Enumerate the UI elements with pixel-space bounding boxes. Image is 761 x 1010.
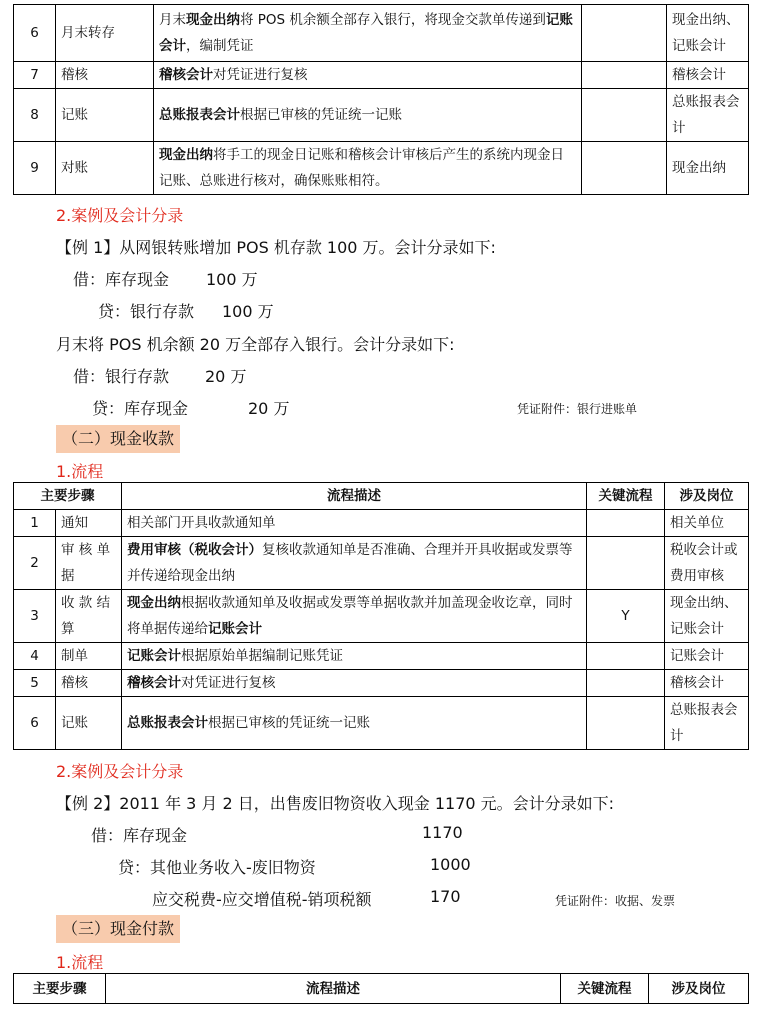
role-emphasis: 费用审核（税收会计） xyxy=(127,542,262,558)
key-process-flag xyxy=(587,643,665,670)
flow-heading-2: 1.流程 xyxy=(56,462,104,481)
e1-credit-label: 贷：银行存款 xyxy=(98,302,195,321)
ex2-credit1-label: 贷：其他业务收入-废旧物资 xyxy=(118,858,316,877)
key-process-flag xyxy=(587,697,665,750)
role-emphasis: 总账报表会计 xyxy=(159,107,240,123)
responsible-post: 总账报表会计 xyxy=(667,89,749,142)
case-heading-2: 2.案例及会计分录 xyxy=(56,762,184,781)
table-row xyxy=(14,62,749,89)
section-title-cash-receipt: （二）现金收款 xyxy=(56,425,180,453)
step-name: 记账 xyxy=(56,697,122,750)
process-description xyxy=(122,590,587,643)
step-name: 记账 xyxy=(56,89,154,142)
row-number: 1 xyxy=(14,510,56,537)
row-number: 2 xyxy=(14,537,56,590)
description-text: 根据收款通知单及收据或发票等单据收款并加盖现金收讫章，同时将单据传递给 xyxy=(127,595,573,637)
process-description xyxy=(154,5,582,62)
case-heading-1: 2.案例及会计分录 xyxy=(56,206,184,225)
col-header-desc: 流程描述 xyxy=(122,483,587,510)
description-text: 月末 xyxy=(159,12,186,28)
table-row xyxy=(14,510,749,537)
responsible-post: 税收会计或费用审核 xyxy=(665,537,749,590)
description-text: 将 POS 机余额全部存入银行，将现金交款单传递到 xyxy=(240,12,546,28)
process-description xyxy=(122,510,587,537)
role-emphasis: 稽核会计 xyxy=(127,675,181,691)
responsible-post: 现金出纳、记账会计 xyxy=(665,590,749,643)
description-text: 复核收款通知单是否准确、合理并开具收据或发票等并传递给现金出纳 xyxy=(127,542,573,584)
step-name: 对账 xyxy=(56,142,154,195)
table-row xyxy=(14,697,749,750)
ex2-debit-label: 借：库存现金 xyxy=(91,826,188,845)
role-emphasis: 现金出纳 xyxy=(159,147,213,163)
description-text: 对凭证进行复核 xyxy=(213,67,308,83)
e1-debit-amount: 100 万 xyxy=(206,270,258,289)
process-description xyxy=(154,142,582,195)
description-text: 相关部门开具收款通知单 xyxy=(127,515,276,531)
description-text: 根据已审核的凭证统一记账 xyxy=(240,107,402,123)
key-process-flag xyxy=(587,510,665,537)
row-number: 4 xyxy=(14,643,56,670)
step-name: 收 款 结 算 xyxy=(56,590,122,643)
col-header-post: 涉及岗位 xyxy=(649,974,749,1004)
key-process-flag xyxy=(582,89,667,142)
e2-debit-amount: 20 万 xyxy=(205,367,247,386)
row-number: 7 xyxy=(14,62,56,89)
description-text: ，编制凭证 xyxy=(186,38,254,54)
col-header-post: 涉及岗位 xyxy=(665,483,749,510)
table-row xyxy=(14,5,749,62)
step-name: 审 核 单 据 xyxy=(56,537,122,590)
table-row xyxy=(14,142,749,195)
description-text: 根据已审核的凭证统一记账 xyxy=(208,715,370,731)
table-row xyxy=(14,89,749,142)
section-title-cash-payment: （三）现金付款 xyxy=(56,915,180,943)
role-emphasis: 现金出纳 xyxy=(186,12,240,28)
col-header-key: 关键流程 xyxy=(587,483,665,510)
process-description xyxy=(154,62,582,89)
step-name: 稽核 xyxy=(56,670,122,697)
table-row xyxy=(14,537,749,590)
e2-credit-amount: 20 万 xyxy=(248,399,290,418)
description-text: 根据原始单据编制记账凭证 xyxy=(181,648,343,664)
e2-debit-label: 借：银行存款 xyxy=(73,367,170,386)
ex2-debit-amount: 1170 xyxy=(422,823,463,842)
row-number: 8 xyxy=(14,89,56,142)
process-description xyxy=(122,697,587,750)
role-emphasis: 现金出纳 xyxy=(127,595,181,611)
key-process-flag xyxy=(582,62,667,89)
col-header-desc: 流程描述 xyxy=(106,974,561,1004)
description-text: 对凭证进行复核 xyxy=(181,675,276,691)
key-process-flag xyxy=(587,537,665,590)
key-process-flag: Y xyxy=(587,590,665,643)
ex2-credit2-label: 应交税费-应交增值税-销项税额 xyxy=(152,890,372,909)
attachment-note-2: 凭证附件：收据、发票 xyxy=(555,894,676,908)
process-description xyxy=(122,670,587,697)
table-cash-deposit-continued xyxy=(13,4,749,195)
e1-credit-amount: 100 万 xyxy=(222,302,274,321)
e2-credit-label: 贷：库存现金 xyxy=(92,399,189,418)
responsible-post: 稽核会计 xyxy=(665,670,749,697)
role-emphasis: 记账会计 xyxy=(159,12,573,54)
process-description xyxy=(122,643,587,670)
responsible-post: 现金出纳、记账会计 xyxy=(667,5,749,62)
responsible-post: 总账报表会计 xyxy=(665,697,749,750)
step-name: 月末转存 xyxy=(56,5,154,62)
month-end-text: 月末将 POS 机余额 20 万全部存入银行。会计分录如下: xyxy=(56,335,455,354)
table-cash-payment xyxy=(13,973,749,1004)
ex2-credit1-amount: 1000 xyxy=(430,855,471,874)
responsible-post: 现金出纳 xyxy=(667,142,749,195)
table-cash-receipt xyxy=(13,482,749,750)
role-emphasis: 记账会计 xyxy=(127,648,181,664)
row-number: 6 xyxy=(14,697,56,750)
table-row xyxy=(14,670,749,697)
key-process-flag xyxy=(582,142,667,195)
process-description xyxy=(154,89,582,142)
step-name: 制单 xyxy=(56,643,122,670)
row-number: 6 xyxy=(14,5,56,62)
key-process-flag xyxy=(582,5,667,62)
ex2-credit2-amount: 170 xyxy=(430,887,461,906)
key-process-flag xyxy=(587,670,665,697)
flow-heading-3: 1.流程 xyxy=(56,953,104,972)
step-name: 通知 xyxy=(56,510,122,537)
row-number: 5 xyxy=(14,670,56,697)
role-emphasis: 稽核会计 xyxy=(159,67,213,83)
col-header-key: 关键流程 xyxy=(561,974,649,1004)
responsible-post: 稽核会计 xyxy=(667,62,749,89)
responsible-post: 相关单位 xyxy=(665,510,749,537)
row-number: 9 xyxy=(14,142,56,195)
col-header-step: 主要步骤 xyxy=(14,974,106,1004)
table-row xyxy=(14,643,749,670)
col-header-step: 主要步骤 xyxy=(14,483,122,510)
e1-debit-label: 借：库存现金 xyxy=(73,270,170,289)
example-1-text: 【例 1】从网银转账增加 POS 机存款 100 万。会计分录如下: xyxy=(56,238,496,257)
process-description xyxy=(122,537,587,590)
description-text: 将手工的现金日记账和稽核会计审核后产生的系统内现金日记账、总账进行核对，确保账账相符。 xyxy=(159,147,564,189)
responsible-post: 记账会计 xyxy=(665,643,749,670)
role-emphasis: 总账报表会计 xyxy=(127,715,208,731)
role-emphasis: 记账会计 xyxy=(208,621,262,637)
attachment-note-1: 凭证附件：银行进账单 xyxy=(517,402,638,416)
table-row xyxy=(14,590,749,643)
row-number: 3 xyxy=(14,590,56,643)
step-name: 稽核 xyxy=(56,62,154,89)
example-2-text: 【例 2】2011 年 3 月 2 日，出售废旧物资收入现金 1170 元。会计分录如下: xyxy=(56,794,615,813)
